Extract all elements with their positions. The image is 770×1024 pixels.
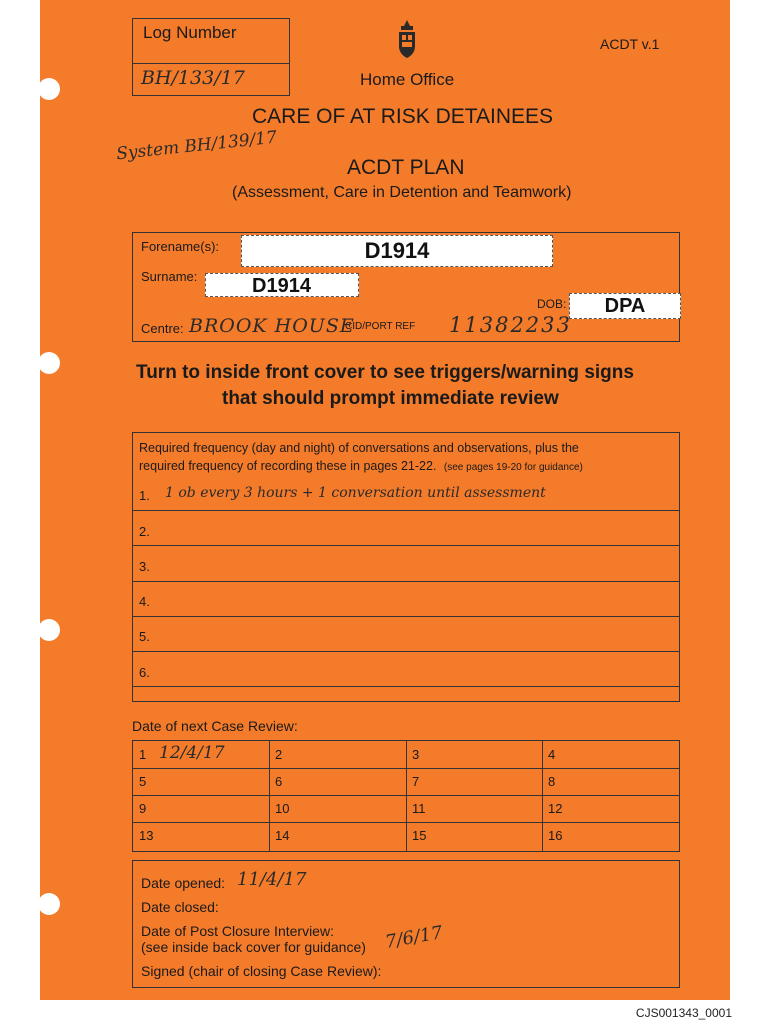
divider: [406, 741, 407, 851]
frequency-item-text[interactable]: 1 ob every 3 hours + 1 conversation until assessment: [165, 485, 546, 501]
frequency-heading-line2: required frequency of recording these in pages 21-22.: [139, 459, 437, 473]
post-closure-guidance: (see inside back cover for guidance): [141, 939, 366, 955]
log-number-label: Log Number: [143, 23, 237, 42]
forename-label: Forename(s):: [141, 239, 220, 254]
divider: [133, 686, 679, 687]
surname-label: Surname:: [141, 269, 198, 284]
review-cell-number: 7: [412, 774, 420, 789]
review-cell-number: 16: [548, 828, 563, 843]
log-number-value: BH/133/17: [141, 67, 245, 89]
review-cell-number: 2: [275, 747, 283, 762]
cid-label: CID/PORT REF: [345, 321, 416, 332]
date-opened-label: Date opened:: [141, 875, 226, 891]
divider: [133, 616, 679, 617]
review-cell-number: 15: [412, 828, 427, 843]
review-cell-number: 14: [275, 828, 290, 843]
review-cell-number: 12: [548, 801, 563, 816]
date-opened-value[interactable]: 11/4/17: [237, 869, 307, 890]
punch-hole: [38, 78, 60, 100]
dob-label: DOB:: [537, 297, 567, 311]
frequency-item-number: 2.: [139, 524, 150, 539]
centre-label: Centre:: [141, 321, 184, 336]
frequency-item-number: 5.: [139, 629, 150, 644]
title-line1: CARE OF AT RISK DETAINEES: [252, 105, 554, 128]
review-cell-number: 6: [275, 774, 283, 789]
divider: [133, 510, 679, 511]
document-reference: CJS001343_0001: [635, 1006, 732, 1020]
forename-field[interactable]: D1914: [241, 235, 553, 267]
review-cell-number: 8: [548, 774, 556, 789]
review-cell-number: 4: [548, 747, 556, 762]
date-closed-label: Date closed:: [141, 899, 219, 915]
punch-hole: [38, 352, 60, 374]
frequency-item-number: 1.: [139, 488, 150, 503]
review-cell-number: 3: [412, 747, 420, 762]
notice-line1: Turn to inside front cover to see triggers/warning signs: [136, 362, 634, 383]
divider: [133, 581, 679, 582]
divider: [133, 63, 289, 64]
divider: [542, 741, 543, 851]
frequency-item-number: 4.: [139, 594, 150, 609]
punch-hole: [38, 619, 60, 641]
punch-hole: [38, 893, 60, 915]
case-review-grid: [132, 740, 680, 852]
post-closure-label: Date of Post Closure Interview:: [141, 923, 334, 939]
frequency-item-number: 6.: [139, 665, 150, 680]
log-number-box: [132, 18, 290, 96]
review-cell-number: 5: [139, 774, 147, 789]
divider: [269, 741, 270, 851]
form-version: ACDT v.1: [600, 36, 660, 52]
centre-value: BROOK HOUSE: [189, 315, 355, 337]
review-cell-number: 1: [139, 747, 147, 762]
title-line3: (Assessment, Care in Detention and Teamwork): [232, 184, 572, 201]
title-line2: ACDT PLAN: [347, 156, 465, 179]
frequency-guidance: (see pages 19-20 for guidance): [443, 462, 583, 473]
divider: [133, 651, 679, 652]
review-cell-number: 13: [139, 828, 154, 843]
review-cell-number: 11: [412, 801, 426, 816]
notice-line2: that should prompt immediate review: [222, 388, 559, 409]
review-cell-number: 9: [139, 801, 147, 816]
document-page: [40, 0, 730, 1000]
case-review-label: Date of next Case Review:: [132, 718, 298, 734]
signed-label: Signed (chair of closing Case Review):: [141, 963, 382, 979]
frequency-item-number: 3.: [139, 559, 150, 574]
cid-value: 11382233: [449, 313, 572, 337]
review-cell-number: 10: [275, 801, 290, 816]
closure-box: [132, 860, 680, 988]
review-cell-date[interactable]: 12/4/17: [159, 743, 225, 763]
surname-field[interactable]: D1914: [205, 273, 359, 297]
dob-field[interactable]: DPA: [569, 293, 681, 319]
personal-details-box: [132, 232, 680, 342]
frequency-heading-line1: Required frequency (day and night) of conversations and observations, plus the: [139, 441, 579, 455]
org-name: Home Office: [360, 70, 455, 89]
post-closure-value[interactable]: 7/6/17: [383, 922, 445, 953]
handwritten-system-ref: System BH/139/17: [115, 127, 278, 165]
divider: [133, 545, 679, 546]
crest-icon: [392, 18, 422, 62]
frequency-box: [132, 432, 680, 702]
